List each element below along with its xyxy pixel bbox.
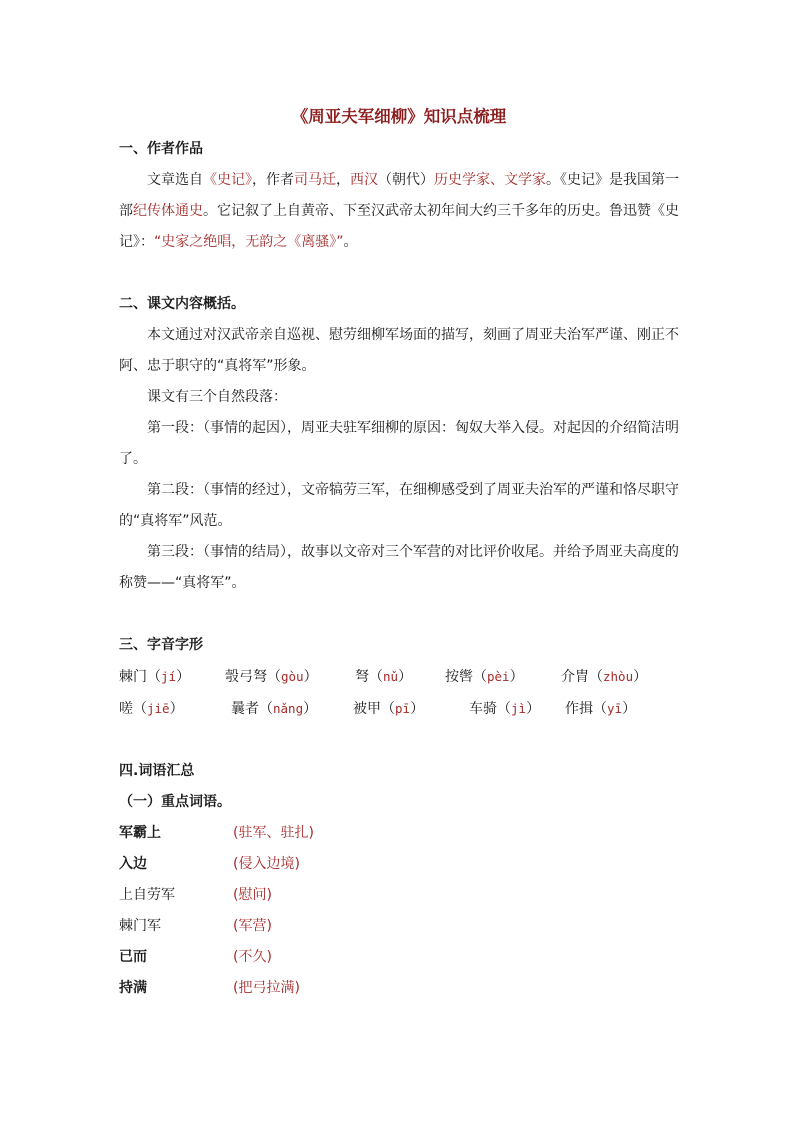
word: 彀弓弩 [225, 669, 267, 685]
pronunciation-item [445, 661, 561, 693]
vocab-gloss: (慰问) [233, 887, 272, 903]
vocab-term: 持满 [119, 980, 147, 996]
vocab-gloss: (驻军、驻扎) [233, 825, 314, 841]
document-title: 《周亚夫军细柳》知识点梳理 [291, 107, 507, 126]
pinyin: jí [161, 669, 177, 684]
word: 按辔 [445, 669, 473, 685]
paren: （ [369, 669, 383, 685]
pinyin: yī [607, 701, 623, 716]
author-name: 司马迁 [294, 172, 336, 188]
pinyin: nǔ [383, 669, 399, 684]
paren: ） [622, 701, 637, 717]
section-heading-author-works: 一、作者作品 [119, 141, 203, 157]
pinyin: nǎng [273, 701, 304, 716]
pronunciation-item [561, 661, 647, 693]
word: 作揖 [565, 701, 593, 717]
vocab-item [119, 818, 679, 849]
paren: ） [303, 701, 318, 717]
pinyin: zhòu [603, 669, 634, 684]
paren: ） [526, 701, 541, 717]
document-page [119, 104, 679, 1004]
pronunciation-item [231, 693, 353, 725]
vocab-term: 上自劳军 [119, 887, 175, 903]
pronunciation-item [225, 661, 355, 693]
paragraph-one-summary: 第一段：（事情的起因），周亚夫驻军细柳的原因：匈奴大举入侵。对起因的介绍简洁明了。 [119, 420, 679, 467]
paren: ） [398, 669, 413, 685]
dynasty: 西汉 [350, 172, 378, 188]
word: 介胄 [561, 669, 589, 685]
vocab-item [119, 911, 679, 942]
pronunciation-item [119, 661, 225, 693]
author-role: 历史学家、文学家 [434, 172, 546, 188]
summary-paragraph: 本文通过对汉武帝亲自巡视、慰劳细柳军场面的描写，刻画了周亚夫治军严谨、刚正不阿、忠于职守的“真将军”形象。 [119, 327, 679, 374]
section-heading-vocabulary: 四.词语汇总 [119, 763, 195, 779]
paren: ） [169, 701, 184, 717]
pronunciation-item [353, 693, 469, 725]
text-run: 文章选自 [147, 172, 203, 188]
paren: ） [633, 669, 648, 685]
word: 曩者 [231, 701, 259, 717]
text-run: 。它记叙了上自黄帝、下至汉武帝太初年间大约三千多年的历史。鲁迅赞《史记》： [119, 203, 679, 250]
luxun-quote: “史家之绝唱，无韵之《离骚》” [154, 234, 344, 250]
text-run: 。 [343, 234, 358, 250]
paren: ） [410, 701, 425, 717]
word: 棘门 [119, 669, 147, 685]
pronunciation-item [469, 693, 565, 725]
book-title: 《史记》 [203, 172, 252, 188]
paren: （ [133, 701, 147, 717]
section-heading-pronunciation: 三、字音字形 [119, 637, 203, 653]
pinyin: pī [395, 701, 411, 716]
section-heading-summary: 二、课文内容概括。 [119, 296, 245, 312]
text-run: ，作者 [252, 172, 294, 188]
paragraph-count: 课文有三个自然段落： [147, 389, 287, 405]
paren: （ [381, 701, 395, 717]
vocab-item [119, 849, 679, 880]
paragraph-three-summary: 第三段：（事情的结局），故事以文帝对三个军营的对比评价收尾。并给予周亚夫高度的称赞——“真将军”。 [119, 544, 679, 591]
pronunciation-item [565, 693, 636, 725]
pinyin: jì [511, 701, 527, 716]
paren: （ [497, 701, 511, 717]
paren: （ [593, 701, 607, 717]
pinyin: pèi [487, 669, 510, 684]
vocab-term: 棘门军 [119, 918, 161, 934]
author-works-paragraph [119, 165, 679, 258]
pronunciation-row-1 [119, 661, 679, 693]
vocab-item [119, 973, 679, 1004]
word: 车骑 [469, 701, 497, 717]
paren: （ [147, 669, 161, 685]
text-run: （朝代） [378, 172, 434, 188]
paren: （ [259, 701, 273, 717]
paren: ） [303, 669, 318, 685]
vocab-item [119, 880, 679, 911]
pinyin: gòu [281, 669, 304, 684]
paragraph-two-summary: 第二段：（事情的经过），文帝犒劳三军，在细柳感受到了周亚夫治军的严谨和恪尽职守的“真将军”风范。 [119, 482, 679, 529]
vocab-gloss: (不久) [233, 949, 272, 965]
paren: ） [509, 669, 524, 685]
word: 弩 [355, 669, 369, 685]
word: 嗟 [119, 701, 133, 717]
pinyin: jiē [147, 701, 170, 716]
word: 被甲 [353, 701, 381, 717]
vocab-gloss: (把弓拉满) [233, 980, 300, 996]
vocab-term: 已而 [119, 949, 147, 965]
paren: ） [176, 669, 191, 685]
paren: （ [267, 669, 281, 685]
pronunciation-row-2 [119, 693, 679, 725]
subsection-heading-key-words: （一）重点词语。 [119, 794, 231, 810]
book-genre: 纪传体通史 [133, 203, 203, 219]
vocab-gloss: (侵入边境) [233, 856, 300, 872]
pronunciation-item [119, 693, 231, 725]
vocab-gloss: (军营) [233, 918, 272, 934]
pronunciation-item [355, 661, 445, 693]
paren: （ [473, 669, 487, 685]
vocab-term: 军霸上 [119, 825, 161, 841]
paren: （ [589, 669, 603, 685]
vocab-term: 入边 [119, 856, 147, 872]
text-run: 。《史记》是我国第一部 [119, 172, 679, 219]
vocab-item [119, 942, 679, 973]
text-run: ， [336, 172, 350, 188]
